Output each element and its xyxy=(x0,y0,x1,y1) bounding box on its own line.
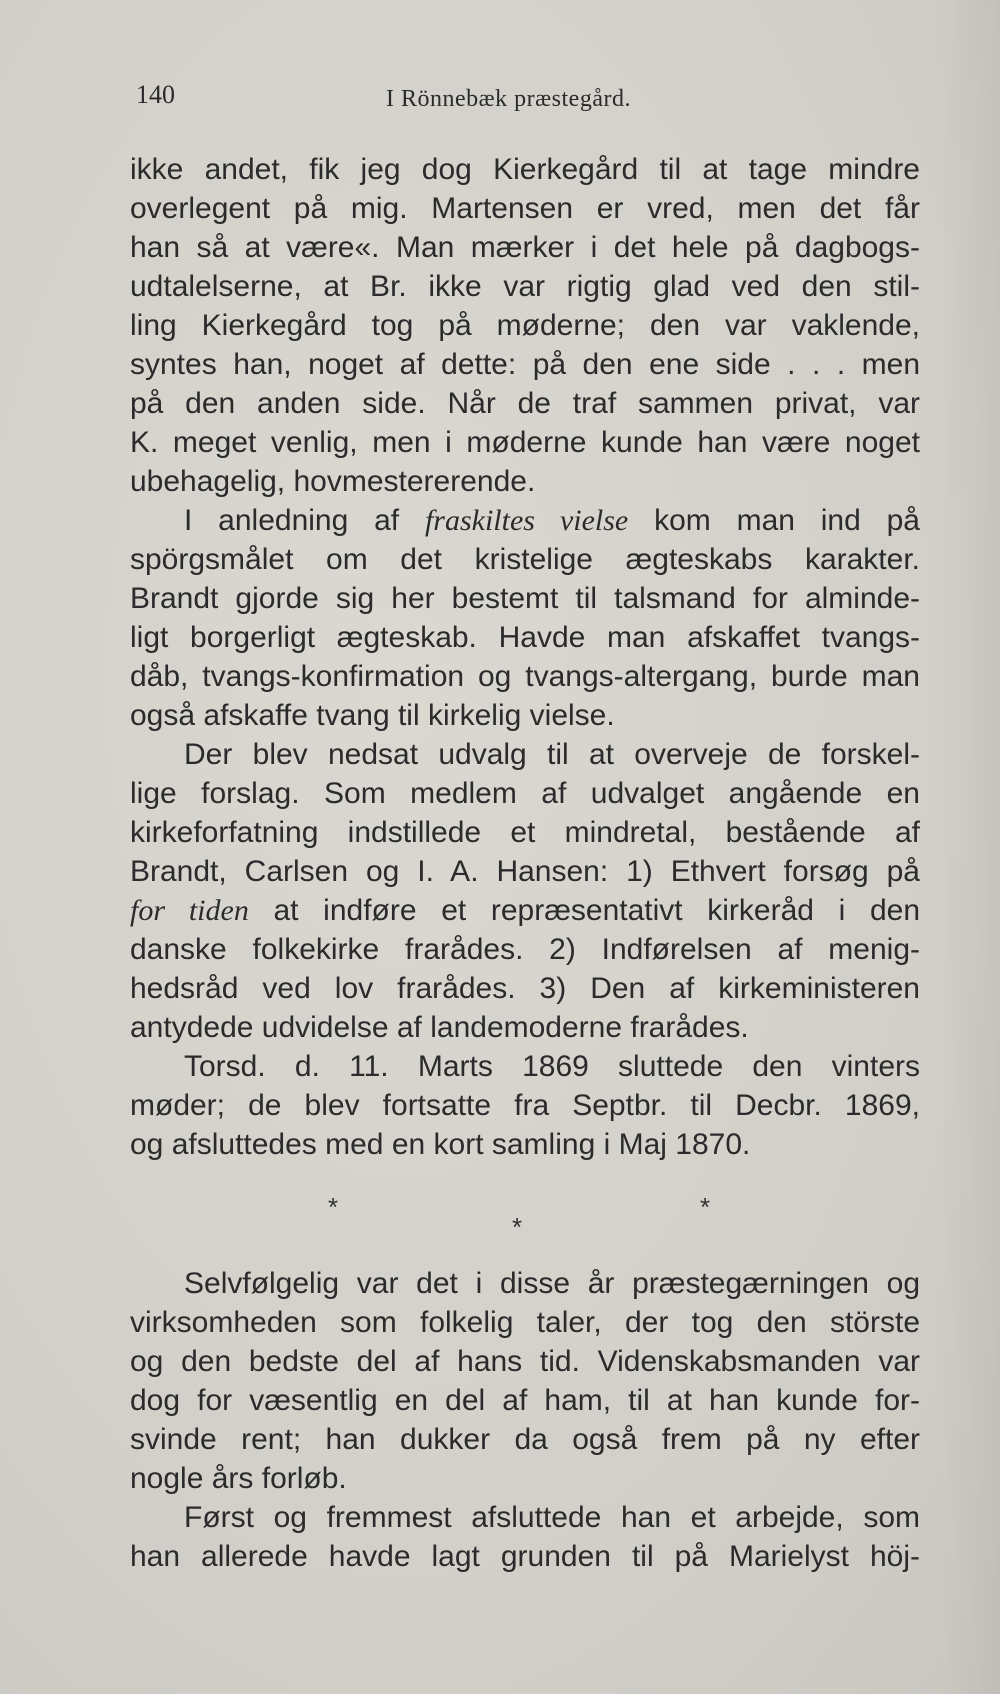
paragraph-5 xyxy=(130,1264,920,1498)
text-line: og den bedste del af hans tid. Videnskabsmanden var xyxy=(130,1345,920,1378)
text-line: udtalelserne, at Br. ikke var rigtig glad ved den stil- xyxy=(130,270,920,303)
text-line: Selvfølgelig var det i disse år præstegærningen og xyxy=(184,1267,920,1300)
text-line: spörgsmålet om det kristelige ægteskabs karakter. xyxy=(130,543,920,576)
paragraph-4 xyxy=(130,1047,920,1164)
text-line: Der blev nedsat udvalg til at overveje de forskel- xyxy=(184,738,920,771)
asterisk-ornament: * xyxy=(328,1192,339,1222)
section-separator xyxy=(130,1164,920,1264)
text-line: og afsluttedes med en kort samling i Maj 1870. xyxy=(130,1128,751,1161)
paragraph-2 xyxy=(130,501,920,735)
text-line: ikke andet, fik jeg dog Kierkegård til at tage mindre xyxy=(130,153,920,186)
text-line: Først og fremmest afsluttede han et arbejde, som xyxy=(184,1501,920,1534)
page-number: 140 xyxy=(136,80,175,109)
text-line: virksomheden som folkelig taler, der tog den störste xyxy=(130,1306,920,1339)
text-line: K. meget venlig, men i møderne kunde han være noget xyxy=(130,426,920,459)
text-line: dåb, tvangs-konfirmation og tvangs-altergang, burde man xyxy=(130,660,920,693)
text-run: at indføre et repræsentativt kirkeråd i den xyxy=(248,894,921,927)
body-text xyxy=(130,150,920,1576)
asterisk-ornament: * xyxy=(700,1192,711,1222)
text-line: på den anden side. Når de traf sammen privat, var xyxy=(130,387,920,420)
text-line: nogle års forløb. xyxy=(130,1462,347,1495)
text-line: svinde rent; han dukker da også frem på ny efter xyxy=(130,1423,920,1456)
text-line: møder; de blev fortsatte fra Septbr. til Decbr. 1869, xyxy=(130,1089,920,1122)
text-line: antydede udvidelse af landemoderne frarådes. xyxy=(130,1011,749,1044)
text-line: danske folkekirke frarådes. 2) Indførelsen af menig- xyxy=(130,933,920,966)
text-run: kom man ind på xyxy=(628,504,920,537)
italic-phrase: for tiden xyxy=(130,894,249,927)
text-run: I anledning af xyxy=(184,504,425,537)
italic-phrase: fraskiltes vielse xyxy=(424,504,629,537)
text-line: dog for væsentlig en del af ham, til at han kunde for- xyxy=(130,1384,920,1417)
text-line: ling Kierkegård tog på møderne; den var vaklende, xyxy=(130,309,920,342)
text-line: Brandt gjorde sig her bestemt til talsmand for alminde- xyxy=(130,582,920,615)
paragraph-3 xyxy=(130,735,920,1047)
text-line: ubehagelig, hovmestererende. xyxy=(130,465,536,498)
text-line: også afskaffe tvang til kirkelig vielse. xyxy=(130,699,615,732)
asterisk-ornament: * xyxy=(512,1212,523,1242)
text-line xyxy=(130,891,920,930)
text-line xyxy=(130,501,920,540)
text-line: hedsråd ved lov frarådes. 3) Den af kirkeministeren xyxy=(130,972,920,1005)
paragraph-6 xyxy=(130,1498,920,1576)
text-line: han allerede havde lagt grunden til på Marielyst höj- xyxy=(130,1540,920,1573)
text-line: ligt borgerligt ægteskab. Havde man afskaffet tvangs- xyxy=(130,621,920,654)
text-line: syntes han, noget af dette: på den ene side . . . men xyxy=(130,348,920,381)
page-edge-shadow xyxy=(940,0,1000,1694)
paragraph-1 xyxy=(130,150,920,501)
text-line: Brandt, Carlsen og I. A. Hansen: 1) Ethvert forsøg på xyxy=(130,855,920,888)
text-line: overlegent på mig. Martensen er vred, men det får xyxy=(130,192,920,225)
page-header xyxy=(136,80,936,120)
text-line: han så at være«. Man mærker i det hele på dagbogs- xyxy=(130,231,920,264)
text-line: kirkeforfatning indstillede et mindretal, bestående af xyxy=(130,816,920,849)
text-line: lige forslag. Som medlem af udvalget angående en xyxy=(130,777,920,810)
text-line: Torsd. d. 11. Marts 1869 sluttede den vinters xyxy=(184,1050,920,1083)
running-title: I Rönnebæk præstegård. xyxy=(386,86,631,112)
